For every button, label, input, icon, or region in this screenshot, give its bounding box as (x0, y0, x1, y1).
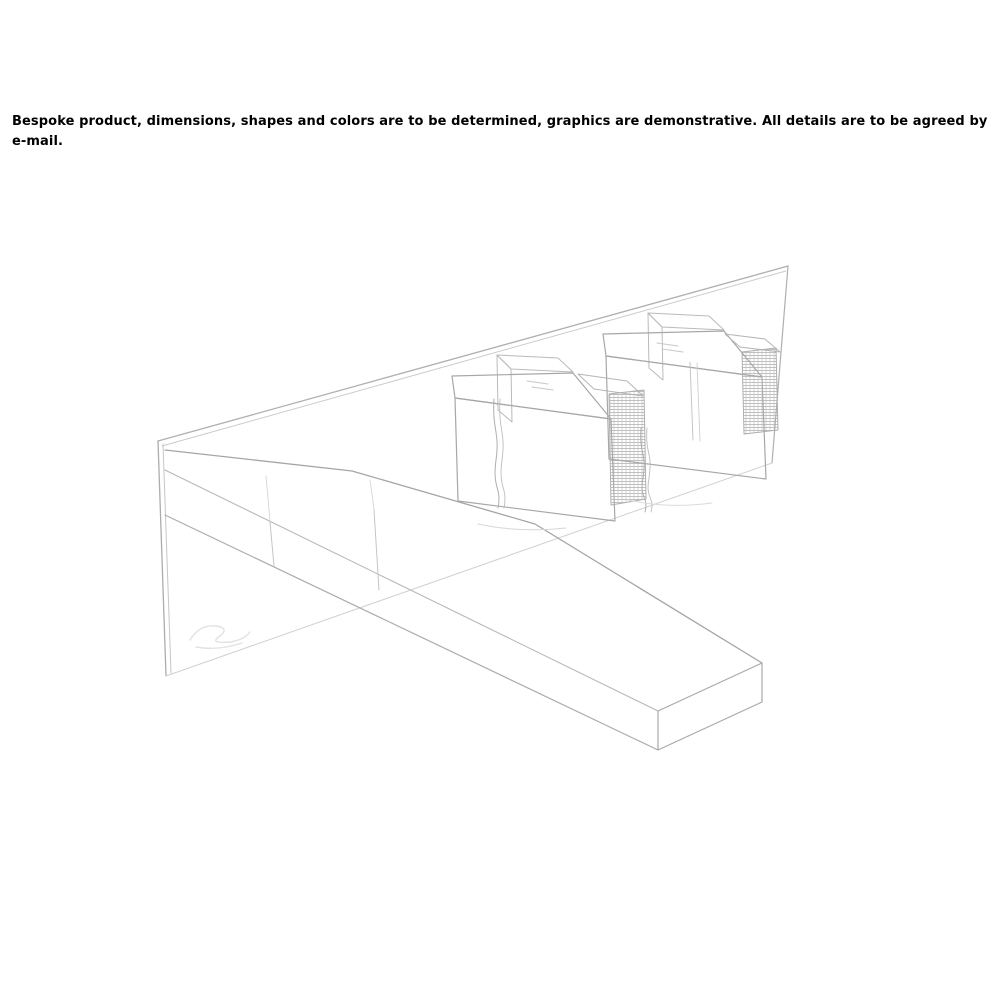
right-handle-marks (657, 343, 683, 352)
left-handle-top-face (452, 373, 611, 419)
left-handle-hatched-block (609, 390, 646, 505)
wall-plate (158, 266, 788, 676)
left-handle-marks (527, 381, 553, 390)
right-handle-back-cube-top (648, 313, 724, 330)
spout-seam-1 (270, 522, 274, 566)
spout-top-back-edge (165, 450, 762, 663)
spout (165, 450, 762, 750)
right-handle-back-cube-side (648, 313, 663, 380)
spout-top-front-edge (165, 470, 658, 711)
left-handle-base-shadow (478, 524, 566, 530)
faint-watermark (190, 626, 250, 649)
left-handle-cube (452, 355, 646, 530)
disclaimer-line-2: e-mail. (12, 134, 64, 149)
disclaimer-line-1: Bespoke product, dimensions, shapes and colors are to be determined, graphics are demonstrative. All details are to be agreed by (12, 114, 988, 129)
right-handle-groove (690, 362, 693, 440)
right-handle-base-shadow (628, 500, 712, 505)
left-handle-front-face (455, 398, 615, 521)
left-handle-zipper-line (494, 399, 499, 508)
spout-seam-2 (374, 510, 379, 590)
right-handle-hatched-block (742, 348, 778, 434)
spout-end-face (658, 663, 762, 750)
left-handle-back-cube-side (497, 355, 512, 422)
left-handle-back-cube-top (497, 355, 573, 372)
right-handle-top-face (603, 331, 762, 377)
spout-bottom-front-edge (165, 515, 658, 750)
